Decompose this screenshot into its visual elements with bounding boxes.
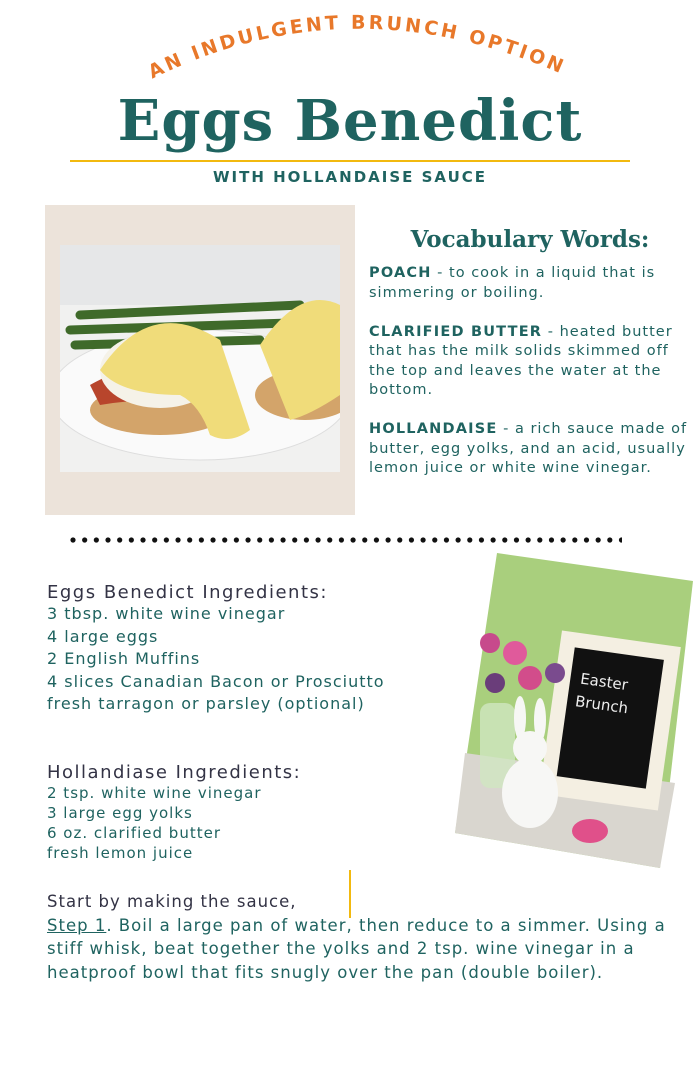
vocabulary-list <box>369 264 689 498</box>
divider-dot <box>502 537 507 542</box>
vocab-definition: - a rich sauce made of butter, egg yolks, and an acid, usually lemon juice or white wine vinegar. <box>369 421 688 476</box>
ingredient-item: fresh lemon juice <box>47 844 194 862</box>
vocab-definition: - heated butter that has the milk solids skimmed off the top and leaves the water at the bottom. <box>369 323 673 398</box>
page-subtitle: WITH HOLLANDAISE SAUCE <box>212 168 488 186</box>
ingredient-item: 6 oz. clarified butter <box>47 824 221 842</box>
step-text: . Boil a large pan of water, then reduce to a simmer. Using a stiff whisk, beat together the yolks and 2 tsp. wine vinegar in a heatproof bowl that fits snugly over the pan (double boiler). <box>47 915 666 982</box>
ingredient-item: 4 slices Canadian Bacon or Prosciutto <box>47 671 385 691</box>
dotted-divider <box>70 535 622 545</box>
divider-dot <box>327 537 332 542</box>
vocab-item <box>369 420 689 479</box>
divider-dot <box>222 537 227 542</box>
eggs-benedict-photo <box>60 245 340 472</box>
divider-dot <box>479 537 484 542</box>
divider-dot <box>444 537 449 542</box>
divider-dot <box>619 537 622 542</box>
divider-dot <box>304 537 309 542</box>
divider-dot <box>397 537 402 542</box>
divider-dot <box>175 537 180 542</box>
divider-dot <box>315 537 320 542</box>
hollandaise-ingredients <box>47 762 301 863</box>
svg-text:AN INDULGENT BRUNCH OPTION <box>145 12 569 84</box>
divider-dot <box>339 537 344 542</box>
divider-dot <box>584 537 589 542</box>
ingredient-item: 4 large eggs <box>47 626 159 646</box>
instructions-intro: Start by making the sauce, <box>47 892 297 911</box>
divider-dot <box>94 537 99 542</box>
divider-dot <box>187 537 192 542</box>
divider-dot <box>432 537 437 542</box>
divider-dot <box>269 537 274 542</box>
divider-dot <box>409 537 414 542</box>
vocabulary-title: Vocabulary Words: <box>410 226 650 253</box>
divider-dot <box>350 537 355 542</box>
page-title: Eggs Benedict <box>117 88 583 154</box>
ingredient-item: 3 large egg yolks <box>47 804 193 822</box>
divider-dot <box>421 537 426 542</box>
divider-dot <box>607 537 612 542</box>
step-label: Step 1 <box>47 915 107 935</box>
divider-dot <box>549 537 554 542</box>
vocab-definition: - to cook in a liquid that is simmering or boiling. <box>369 265 656 301</box>
divider-dot <box>456 537 461 542</box>
tagline: AN INDULGENT BRUNCH OPTION <box>144 11 570 84</box>
divider-dot <box>245 537 250 542</box>
divider-dot <box>82 537 87 542</box>
divider-dot <box>537 537 542 542</box>
chalkboard-text: Easter <box>579 669 630 695</box>
vocab-item <box>369 264 689 303</box>
svg-text:Brunch: Brunch <box>574 692 630 718</box>
ingredient-item: 2 tsp. white wine vinegar <box>47 784 262 802</box>
divider-dot <box>526 537 531 542</box>
divider-dot <box>572 537 577 542</box>
vocab-term: HOLLANDAISE <box>369 421 498 437</box>
divider-dot <box>70 537 75 542</box>
ingredient-item: 2 English Muffins <box>47 649 201 668</box>
divider-dot <box>280 537 285 542</box>
divider-dot <box>514 537 519 542</box>
divider-dot <box>561 537 566 542</box>
divider-dot <box>385 537 390 542</box>
divider-dot <box>210 537 215 542</box>
divider-dot <box>257 537 262 542</box>
ingredient-item: fresh tarragon or parsley (optional) <box>47 694 365 713</box>
divider-dot <box>140 537 145 542</box>
divider-dot <box>362 537 367 542</box>
divider-dot <box>199 537 204 542</box>
divider-dot <box>129 537 134 542</box>
instructions <box>47 890 687 984</box>
divider-dot <box>596 537 601 542</box>
easter-brunch-photo <box>455 553 693 868</box>
divider-dot <box>292 537 297 542</box>
vocab-term: POACH <box>369 265 432 281</box>
eggs-benedict-ingredients <box>47 582 385 716</box>
step-1 <box>47 914 687 985</box>
divider-dot <box>491 537 496 542</box>
divider-dot <box>117 537 122 542</box>
ingredients-heading: Eggs Benedict Ingredients: <box>47 582 328 603</box>
ingredient-item: 3 tbsp. white wine vinegar <box>47 604 286 623</box>
title-underline <box>70 160 630 162</box>
vocab-term: CLARIFIED BUTTER <box>369 323 543 340</box>
divider-dot <box>164 537 169 542</box>
divider-dot <box>152 537 157 542</box>
hollandaise-heading: Hollandiase Ingredients: <box>47 762 302 783</box>
divider-dot <box>374 537 379 542</box>
divider-dot <box>467 537 472 542</box>
vocab-item <box>369 323 689 401</box>
divider-dot <box>234 537 239 542</box>
divider-dot <box>105 537 110 542</box>
